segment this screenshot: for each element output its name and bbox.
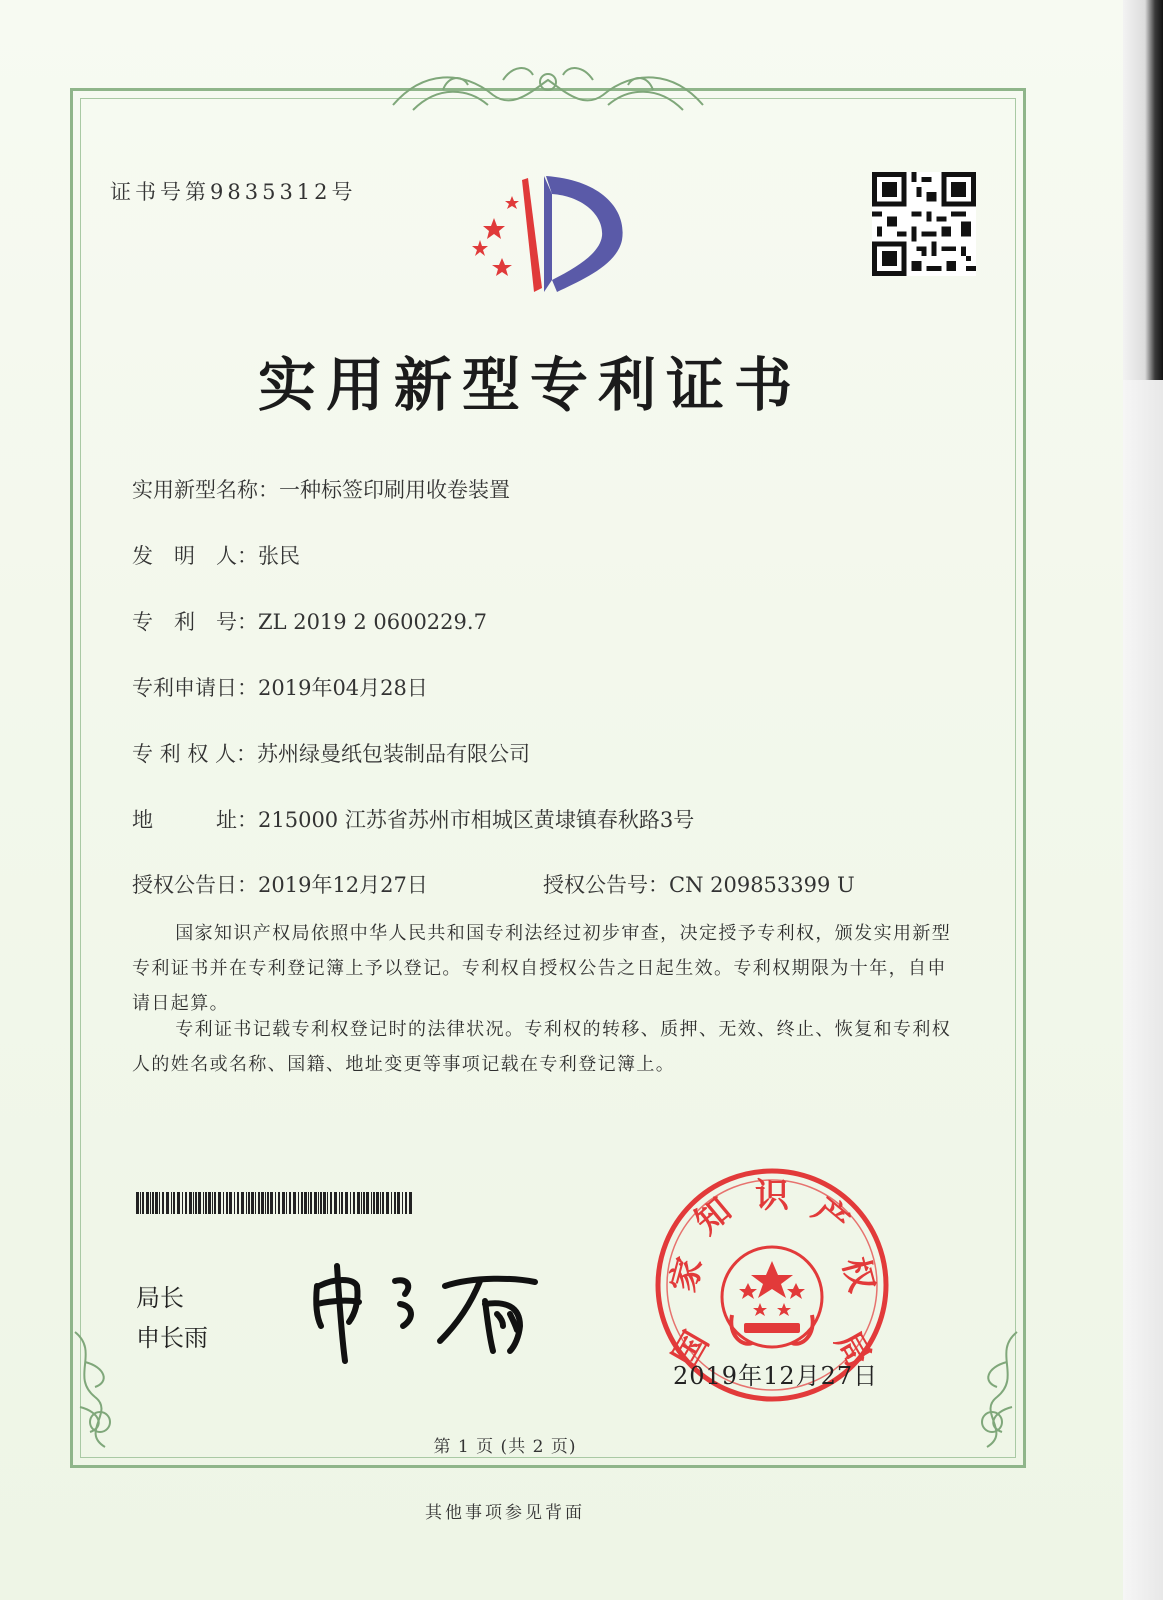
svg-text:国: 国	[665, 1324, 717, 1375]
svg-text:产: 产	[804, 1189, 857, 1243]
barcode-bar	[267, 1192, 269, 1214]
barcode-bar	[371, 1192, 372, 1214]
signer-title: 局长	[136, 1284, 184, 1312]
barcode-bar	[166, 1192, 169, 1214]
field-value: 一种标签印刷用收卷装置	[279, 478, 510, 502]
barcode-bar	[301, 1192, 303, 1214]
seal-date: 2019年12月27日	[673, 1362, 879, 1390]
footer-note: 其他事项参见背面	[425, 1503, 585, 1523]
scan-edge-shadow	[1123, 0, 1163, 1600]
barcode-bar	[304, 1192, 307, 1214]
field-label: 专 利 权 人：	[132, 742, 258, 766]
address-row	[132, 804, 694, 834]
barcode-bar	[275, 1192, 276, 1214]
barcode-bar	[173, 1192, 175, 1214]
barcode-bar	[261, 1192, 264, 1214]
field-label: 地 址：	[132, 808, 258, 832]
barcode-bar	[278, 1192, 280, 1214]
barcode-bar	[298, 1192, 299, 1214]
svg-text:局: 局	[827, 1324, 879, 1375]
barcode-bar	[341, 1192, 343, 1214]
top-ornament-icon	[383, 60, 713, 120]
barcode-bar	[320, 1192, 322, 1214]
barcode-bar	[241, 1192, 244, 1214]
field-value: 2019年12月27日	[258, 873, 428, 897]
signer-block	[136, 1278, 208, 1358]
barcode-bar	[198, 1192, 201, 1214]
barcode-bar	[142, 1192, 144, 1214]
barcode-bar	[282, 1192, 285, 1214]
field-label: 实用新型名称：	[132, 478, 279, 502]
barcode-bar	[361, 1192, 362, 1214]
barcode-bar	[366, 1192, 369, 1214]
barcode-bar	[409, 1192, 412, 1214]
barcode-bar	[251, 1192, 254, 1214]
barcode-bar	[334, 1192, 337, 1214]
svg-text:知: 知	[687, 1189, 740, 1243]
filing-date-row	[132, 672, 428, 702]
barcode-bar	[286, 1192, 287, 1214]
field-label: 发 明 人：	[132, 544, 258, 568]
field-value: 2019年04月28日	[258, 676, 428, 700]
field-value: 215000 江苏省苏州市相城区黄埭镇春秋路3号	[258, 808, 695, 832]
barcode-bar	[159, 1192, 160, 1214]
barcode-bar	[185, 1192, 187, 1214]
barcode-bar	[150, 1192, 151, 1214]
grant-number-row	[543, 869, 855, 899]
barcode-bar	[218, 1192, 221, 1214]
barcode-bar	[402, 1192, 403, 1214]
barcode-bar	[397, 1192, 400, 1214]
barcode-bar	[223, 1192, 224, 1214]
patentee-row	[132, 738, 530, 768]
barcode-bar	[146, 1192, 149, 1214]
barcode-bar	[182, 1192, 183, 1214]
barcode-bar	[373, 1192, 375, 1214]
barcode-bar	[234, 1192, 235, 1214]
barcode-bar	[308, 1192, 309, 1214]
barcode-bar	[386, 1192, 389, 1214]
legal-status-paragraph: 专利证书记载专利权登记时的法律状况。专利权的转移、质押、无效、终止、恢复和专利权人的姓名或名称、国籍、地址变更等事项记载在专利登记簿上。	[132, 1019, 952, 1075]
grant-date-row	[132, 869, 428, 899]
field-value: CN 209853399 U	[669, 873, 855, 897]
certificate-title: 实用新型专利证书	[257, 351, 802, 419]
barcode-bar	[314, 1192, 317, 1214]
barcode-bar	[155, 1192, 158, 1214]
barcode-bar	[162, 1192, 164, 1214]
barcode-bar	[140, 1192, 141, 1214]
barcode-bar	[258, 1192, 260, 1214]
barcode-bar	[376, 1192, 379, 1214]
barcode-bar	[193, 1192, 194, 1214]
field-value: ZL 2019 2 0600229.7	[258, 610, 487, 634]
barcode-bar	[357, 1192, 360, 1214]
field-label: 授权公告日：	[132, 873, 258, 897]
barcode-bar	[345, 1192, 348, 1214]
page-number: 第 1 页 (共 2 页)	[433, 1437, 577, 1457]
barcode-bar	[327, 1192, 328, 1214]
barcode-bar	[136, 1192, 139, 1214]
barcode-bar	[189, 1192, 192, 1214]
barcode-bar	[195, 1192, 197, 1214]
barcode-bar	[323, 1192, 326, 1214]
barcode-bar	[237, 1192, 239, 1214]
barcode-bar	[205, 1192, 207, 1214]
handwritten-signature-icon	[305, 1256, 555, 1366]
barcode-bar	[339, 1192, 340, 1214]
barcode-bar	[177, 1192, 180, 1214]
svg-text:权: 权	[834, 1253, 882, 1297]
barcode-bar	[171, 1192, 172, 1214]
grant-statement-paragraph: 国家知识产权局依照中华人民共和国专利法经过初步审查，决定授予专利权，颁发实用新型专利证书并在专利登记簿上予以登记。专利权自授权公告之日起生效。专利权期限为十年，自申请日起算。	[132, 923, 952, 1014]
barcode-bar	[212, 1192, 213, 1214]
barcode-bar	[293, 1192, 296, 1214]
barcode-bar	[289, 1192, 291, 1214]
barcode-bar	[380, 1192, 381, 1214]
barcode-bar	[248, 1192, 250, 1214]
field-label: 专利申请日：	[132, 676, 258, 700]
barcode-bar	[152, 1192, 154, 1214]
svg-text:家: 家	[663, 1253, 711, 1297]
inventor-row	[132, 540, 300, 570]
barcode-bar	[265, 1192, 266, 1214]
barcode-bar	[229, 1192, 232, 1214]
certificate-number: 证书号第9835312号	[110, 180, 357, 204]
barcode-bar	[246, 1192, 247, 1214]
cnipa-logo-icon	[462, 170, 632, 300]
field-label: 专 利 号：	[132, 610, 258, 634]
patent-number-row	[132, 606, 487, 636]
field-label: 授权公告号：	[543, 873, 669, 897]
barcode-bar	[391, 1192, 392, 1214]
utility-model-name-row	[132, 474, 510, 504]
signer-name: 申长雨	[136, 1324, 208, 1352]
barcode-bar	[270, 1192, 273, 1214]
barcode-icon	[136, 1192, 414, 1214]
qr-code-icon	[872, 172, 976, 276]
barcode-bar	[350, 1192, 351, 1214]
barcode-bar	[208, 1192, 211, 1214]
barcode-bar	[203, 1192, 204, 1214]
barcode-bar	[226, 1192, 228, 1214]
barcode-bar	[318, 1192, 319, 1214]
svg-text:识: 识	[755, 1176, 789, 1216]
field-value: 苏州绿曼纸包装制品有限公司	[257, 742, 531, 766]
barcode-bar	[353, 1192, 355, 1214]
barcode-bar	[310, 1192, 312, 1214]
barcode-bar	[382, 1192, 384, 1214]
barcode-bar	[255, 1192, 256, 1214]
barcode-bar	[330, 1192, 332, 1214]
field-value: 张民	[258, 544, 300, 568]
barcode-bar	[405, 1192, 407, 1214]
barcode-bar	[363, 1192, 365, 1214]
barcode-bar	[214, 1192, 216, 1214]
barcode-bar	[394, 1192, 396, 1214]
